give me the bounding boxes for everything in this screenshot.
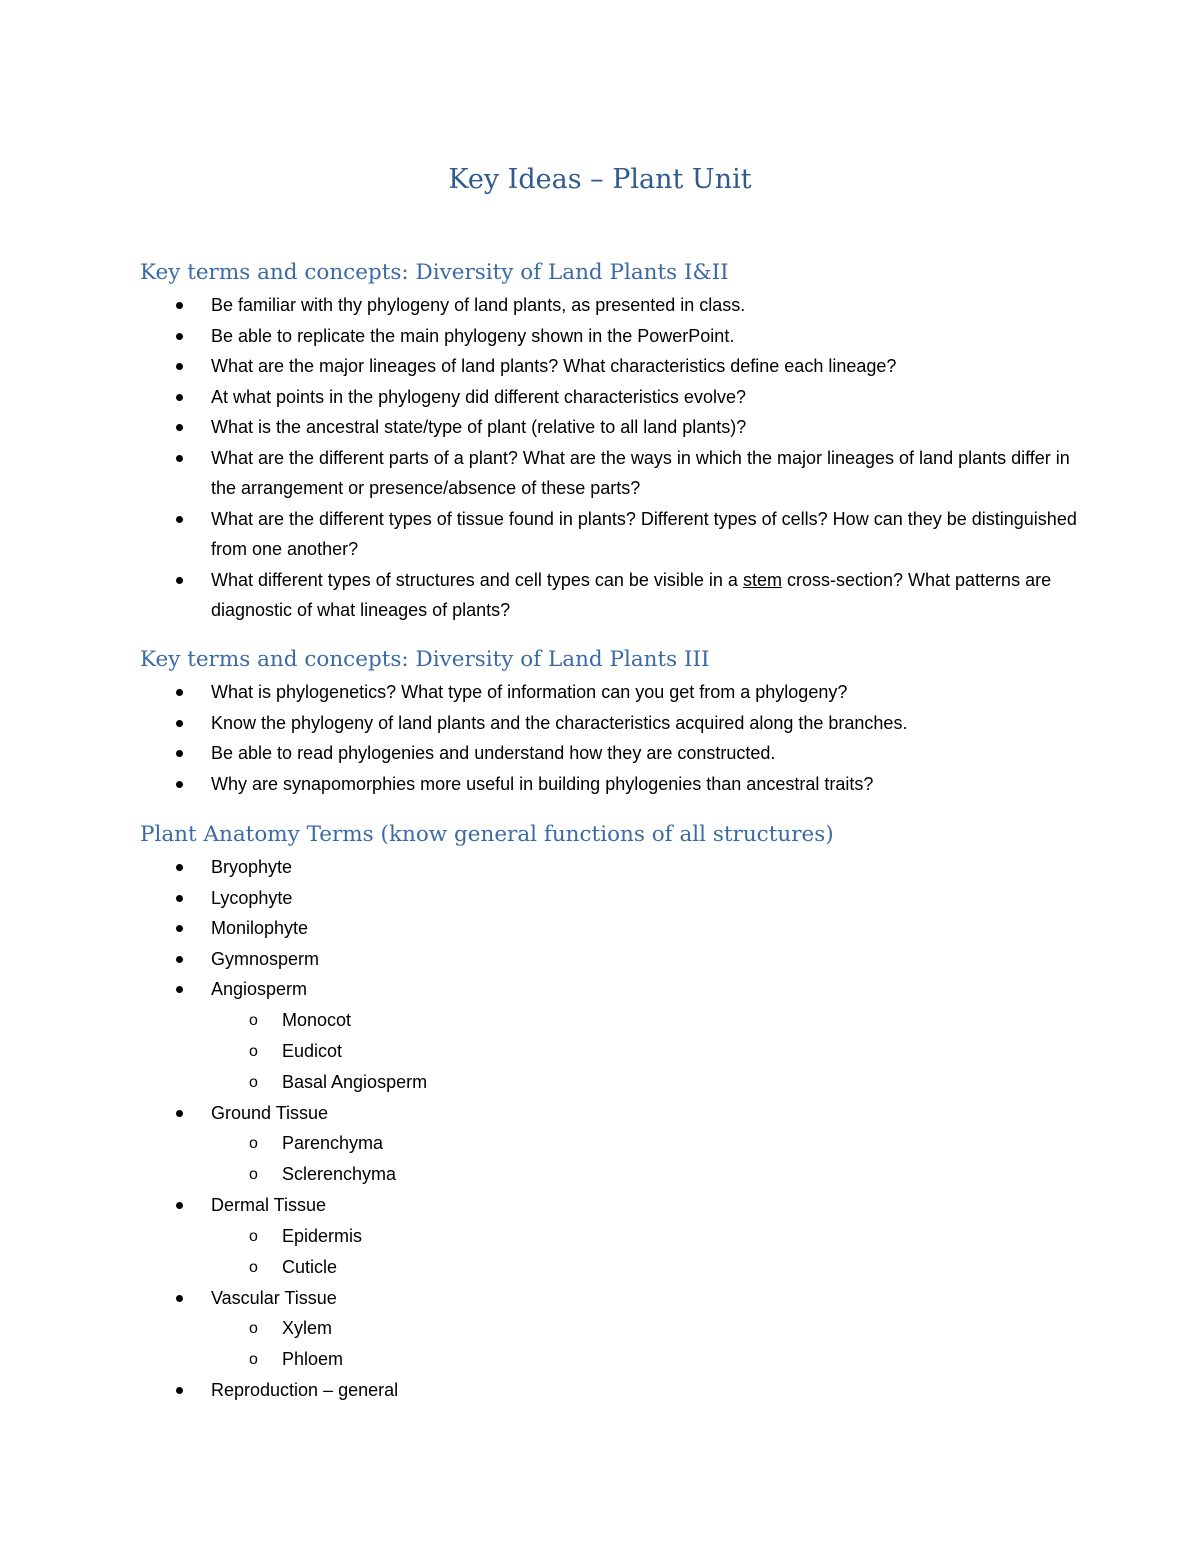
- bullet-icon: [176, 455, 183, 462]
- list-item: What different types of structures and cell types can be visible in a stem cross-section? What patterns are diagnostic of what lineages of plants?: [140, 565, 1080, 626]
- list-item: Angiosperm o Monocot o Eudicot o Basal Angiosperm: [140, 974, 1080, 1098]
- list-item: At what points in the phylogeny did different characteristics evolve?: [140, 382, 1080, 413]
- list-item: Monilophyte: [140, 913, 1080, 944]
- bullet-icon: [176, 424, 183, 431]
- bullet-icon: [176, 333, 183, 340]
- circle-bullet-icon: o: [249, 1135, 258, 1152]
- list-item: What is the ancestral state/type of plant (relative to all land plants)?: [140, 412, 1080, 443]
- sub-list: [211, 1313, 1080, 1375]
- sub-list-item: o Eudicot: [211, 1036, 1080, 1067]
- bullet-icon: [176, 895, 183, 902]
- bullet-icon: [176, 394, 183, 401]
- sub-list-item: o Xylem: [211, 1313, 1080, 1344]
- sub-list-item: o Basal Angiosperm: [211, 1067, 1080, 1098]
- list-item: What are the different types of tissue found in plants? Different types of cells? How can they be distinguished from one another?: [140, 504, 1080, 565]
- underlined-word: stem: [742, 569, 782, 590]
- circle-bullet-icon: o: [249, 1227, 258, 1245]
- sub-list-item: o Sclerenchyma: [211, 1159, 1080, 1190]
- circle-bullet-icon: o: [249, 1011, 258, 1029]
- circle-bullet-icon: o: [249, 1042, 258, 1060]
- section-heading: Plant Anatomy Terms (know general functions of all structures): [140, 822, 834, 847]
- section-diversity-3: [140, 643, 1080, 799]
- circle-bullet-icon: o: [249, 1073, 258, 1091]
- bullet-icon: [176, 925, 183, 932]
- list-item: Be able to read phylogenies and understand how they are constructed.: [140, 738, 1080, 769]
- list-item: Gymnosperm: [140, 944, 1080, 975]
- circle-bullet-icon: o: [249, 1258, 258, 1276]
- sub-list-item: o Monocot: [211, 1005, 1080, 1036]
- list-item: What are the major lineages of land plants? What characteristics define each lineage?: [140, 351, 1080, 382]
- bullet-icon: [176, 577, 183, 584]
- bullet-icon: [176, 1110, 183, 1117]
- bullet-icon: [176, 986, 183, 993]
- sub-list-item: o Parenchyma: [211, 1128, 1080, 1159]
- bullet-icon: [176, 302, 183, 309]
- bullet-icon: [176, 720, 183, 727]
- sub-list-item: o Epidermis: [211, 1221, 1080, 1252]
- bullet-icon: [176, 1295, 183, 1302]
- bullet-list: [140, 677, 1080, 799]
- section-heading: Key terms and concepts: Diversity of Land Plants I&II: [140, 260, 729, 285]
- circle-bullet-icon: o: [249, 1166, 258, 1183]
- list-item: Bryophyte: [140, 852, 1080, 883]
- circle-bullet-icon: o: [249, 1351, 258, 1368]
- bullet-list: [140, 290, 1080, 626]
- sub-list-item: o Phloem: [211, 1344, 1080, 1375]
- section-diversity-1-2: [140, 256, 1080, 626]
- page-title: Key Ideas – Plant Unit: [448, 164, 752, 195]
- bullet-icon: [176, 1387, 183, 1394]
- bullet-list: [140, 852, 1080, 1406]
- section-heading: Key terms and concepts: Diversity of Land Plants III: [140, 647, 710, 672]
- list-item: What are the different parts of a plant? What are the ways in which the major lineages of land plants differ in the arrangement or presence/absence of these parts?: [140, 443, 1080, 504]
- sub-list: [211, 1005, 1080, 1098]
- bullet-icon: [176, 750, 183, 757]
- bullet-icon: [176, 689, 183, 696]
- bullet-icon: [176, 781, 183, 788]
- bullet-icon: [176, 1202, 183, 1209]
- bullet-icon: [176, 363, 183, 370]
- list-item: Be able to replicate the main phylogeny shown in the PowerPoint.: [140, 321, 1080, 352]
- list-item: Ground Tissue o Parenchyma o Sclerenchyma: [140, 1098, 1080, 1191]
- bullet-icon: [176, 516, 183, 523]
- list-item: Know the phylogeny of land plants and the characteristics acquired along the branches.: [140, 708, 1080, 739]
- list-item: Lycophyte: [140, 883, 1080, 914]
- circle-bullet-icon: o: [249, 1320, 258, 1337]
- list-item: Be familiar with thy phylogeny of land plants, as presented in class.: [140, 290, 1080, 321]
- bullet-icon: [176, 864, 183, 871]
- sub-list: [211, 1128, 1080, 1190]
- sub-list-item: o Cuticle: [211, 1252, 1080, 1283]
- list-item: Why are synapomorphies more useful in building phylogenies than ancestral traits?: [140, 769, 1080, 800]
- list-item: Dermal Tissue o Epidermis o Cuticle: [140, 1190, 1080, 1283]
- list-item: What is phylogenetics? What type of information can you get from a phylogeny?: [140, 677, 1080, 708]
- sub-list: [211, 1221, 1080, 1283]
- list-item: Vascular Tissue o Xylem o Phloem: [140, 1283, 1080, 1376]
- section-plant-anatomy-terms: [140, 818, 1080, 1406]
- bullet-icon: [176, 956, 183, 963]
- list-item: Reproduction – general: [140, 1375, 1080, 1406]
